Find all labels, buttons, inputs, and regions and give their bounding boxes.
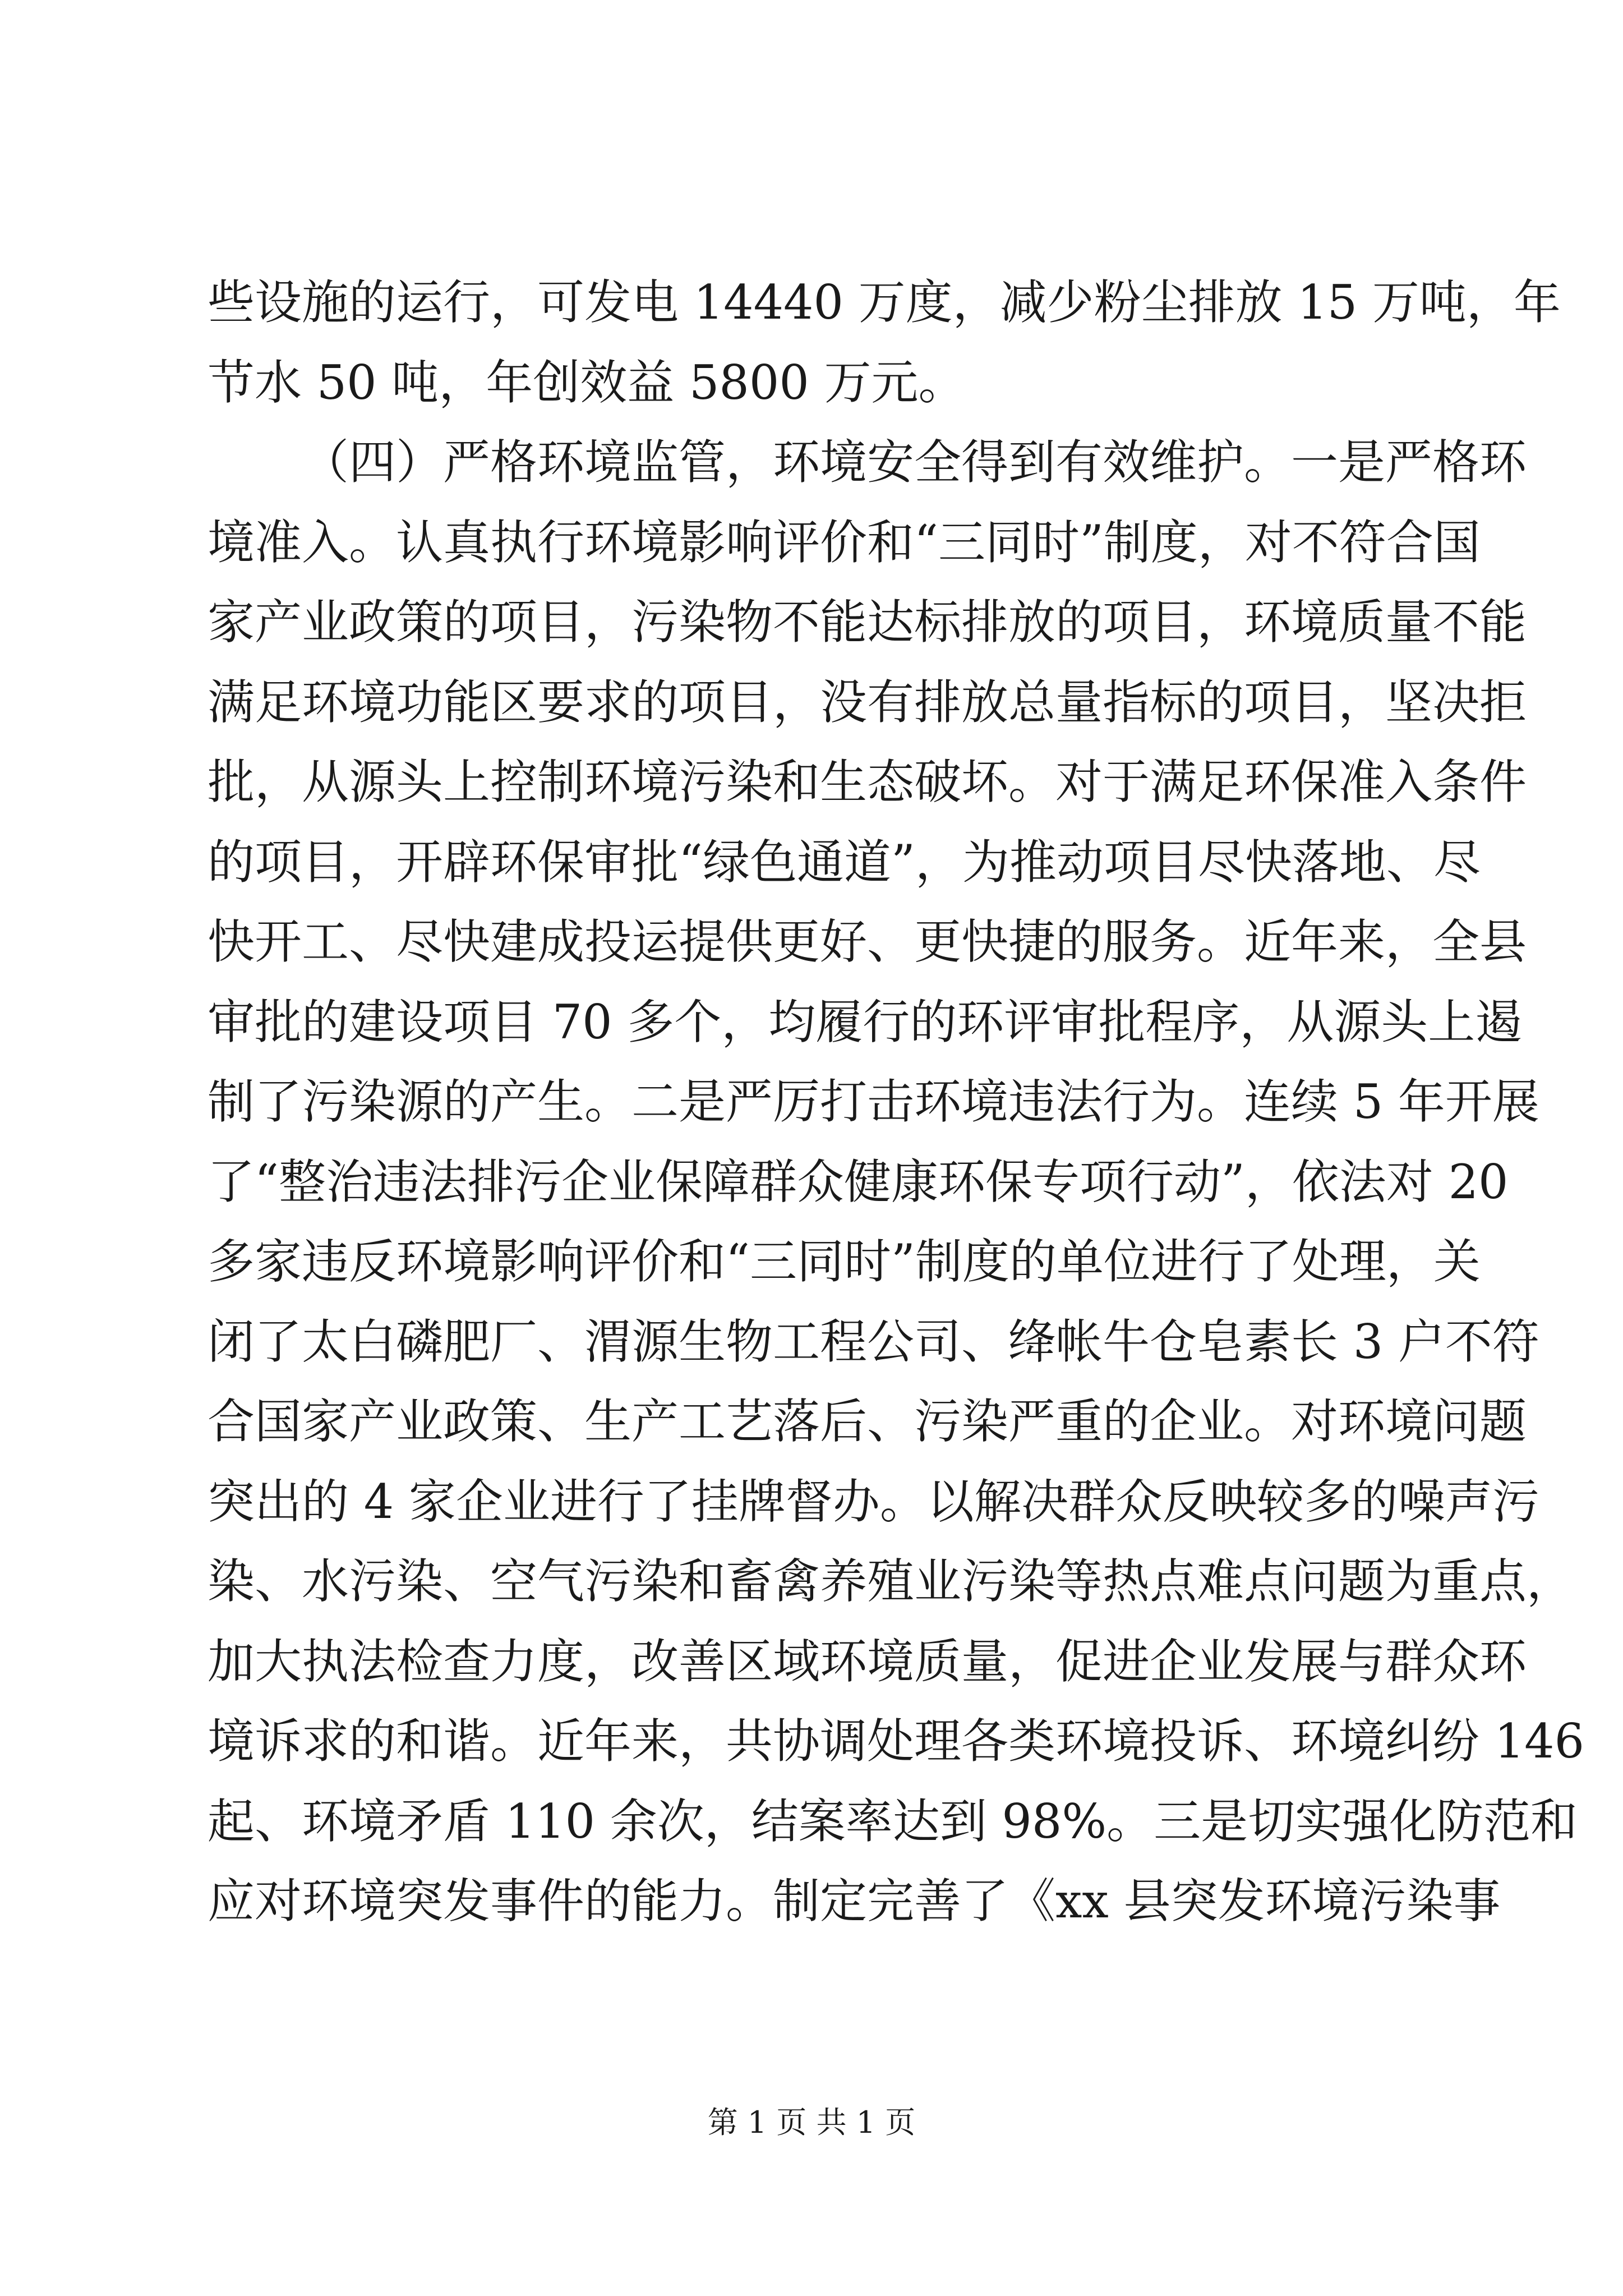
text-line: 的项目，开辟环保审批“绿色通道”，为推动项目尽快落地、尽: [208, 834, 1481, 890]
text-line: （四）严格环境监管，环境安全得到有效维护。一是严格环: [302, 435, 1527, 490]
text-line: 节水 50 吨，年创效益 5800 万元。: [208, 355, 966, 410]
text-line: 审批的建设项目 70 多个，均履行的环评审批程序，从源头上遏: [208, 994, 1523, 1050]
text-line: 了“整治违法排污企业保障群众健康环保专项行动”，依法对 20: [208, 1154, 1509, 1209]
text-line: 制了污染源的产生。二是严厉打击环境违法行为。连续 5 年开展: [208, 1074, 1539, 1129]
text-line: 合国家产业政策、生产工艺落后、污染严重的企业。对环境问题: [208, 1394, 1527, 1449]
text-line: 满足环境功能区要求的项目，没有排放总量指标的项目，坚决拒: [208, 674, 1527, 730]
page-footer: [0, 2102, 1623, 2143]
text-line: 境诉求的和谐。近年来，共协调处理各类环境投诉、环境纠纷 146: [208, 1714, 1585, 1769]
text-line: 起、环境矛盾 110 余次，结案率达到 98%。三是切实强化防范和: [208, 1793, 1578, 1849]
text-line: 家产业政策的项目，污染物不能达标排放的项目，环境质量不能: [208, 595, 1527, 650]
text-line: 些设施的运行，可发电 14440 万度，减少粉尘排放 15 万吨，年: [208, 275, 1561, 330]
text-line: 批，从源头上控制环境污染和生态破坏。对于满足环保准入条件: [208, 754, 1527, 809]
page-number-label: 第 1 页 共 1 页: [707, 2105, 916, 2140]
text-line: 多家违反环境影响评价和“三同时”制度的单位进行了处理，关: [208, 1234, 1481, 1289]
text-line: 闭了太白磷肥厂、渭源生物工程公司、绛帐牛仓皂素长 3 户不符: [208, 1314, 1539, 1369]
body-text: [208, 263, 1585, 1941]
text-line: 突出的 4 家企业进行了挂牌督办。以解决群众反映较多的噪声污: [208, 1474, 1539, 1529]
text-line: 染、水污染、空气污染和畜禽养殖业污染等热点难点问题为重点，: [208, 1554, 1574, 1609]
text-line: 加大执法检查力度，改善区域环境质量，促进企业发展与群众环: [208, 1634, 1527, 1689]
text-line: 快开工、尽快建成投运提供更好、更快捷的服务。近年来，全县: [208, 914, 1527, 969]
text-line: 应对环境突发事件的能力。制定完善了《xx 县突发环境污染事: [208, 1874, 1501, 1929]
text-line: 境准入。认真执行环境影响评价和“三同时”制度，对不符合国: [208, 514, 1481, 570]
